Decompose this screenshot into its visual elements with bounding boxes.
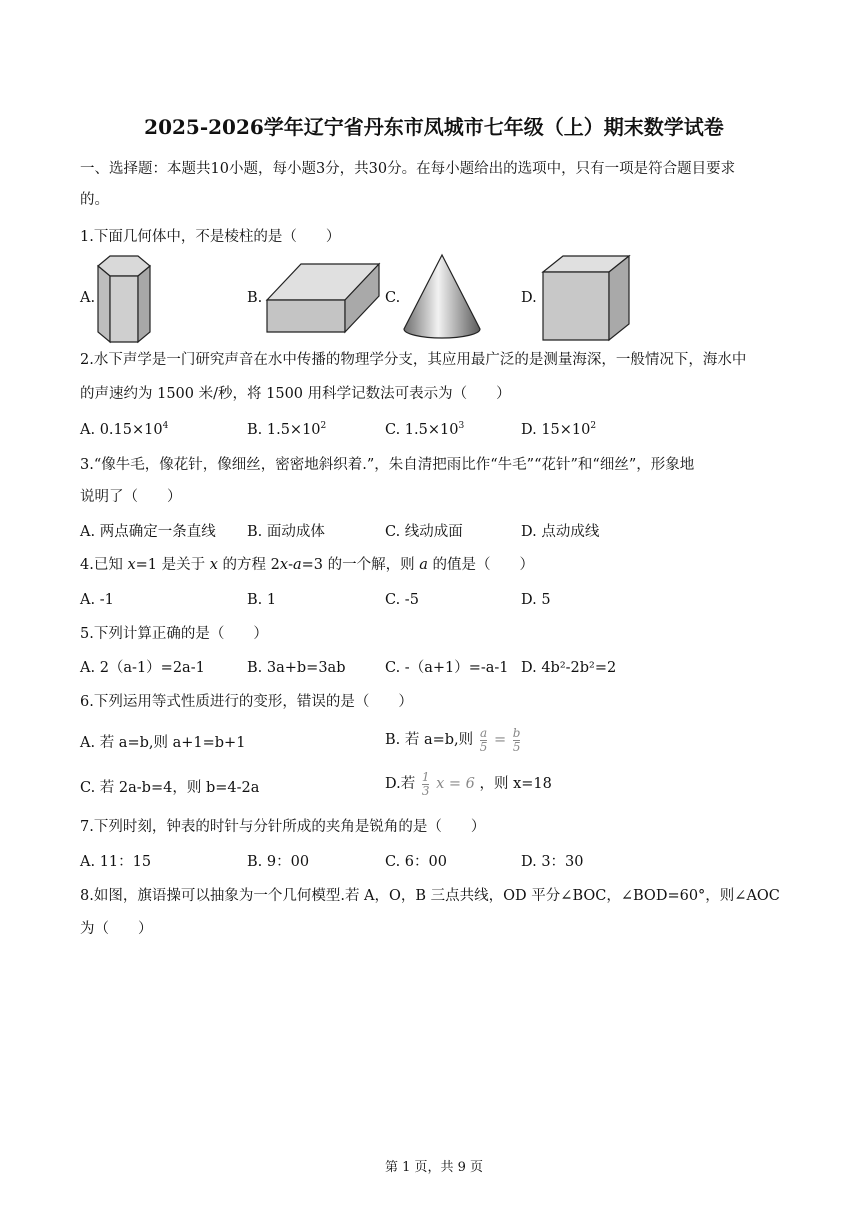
q2-option-b: B. $1.5\times 10^2$	[247, 421, 327, 438]
q1-option-d-label: D.	[521, 290, 537, 306]
q1-option-c-label: C.	[385, 290, 401, 306]
q3-option-b: B. 面动成体	[247, 524, 325, 540]
q2-option-d: D. $15\times 10^2$	[521, 421, 597, 438]
q7-option-a: A. 11：15	[80, 854, 152, 870]
q5-option-c: C. -（a+1）=-a-1	[385, 660, 509, 676]
page-title: 2025-2026学年辽宁省丹东市凤城市七年级（上）期末数学试卷	[144, 115, 724, 139]
question-5-stem: 5.下列计算正确的是（ ）	[80, 626, 268, 642]
question-2-line1: 2.水下声学是一门研究声音在水中传播的物理学分支，其应用最广泛的是测量海深，一般情况下，海水中	[80, 352, 747, 368]
q6-option-c: C. 若 2a-b=4，则 b=4-2a	[80, 780, 260, 796]
question-3-line1: 3.“像牛毛，像花针，像细丝，密密地斜织着.”，朱自清把雨比作“牛毛”“花针”和“细丝”，形象地	[80, 457, 695, 473]
q2-option-c: C. $1.5\times 10^3$	[385, 421, 465, 438]
q6-option-d: D.若 $\frac{1}{3}$ x = 6 ，则 x=18	[385, 770, 552, 798]
q5-option-a: A. 2（a-1）=2a-1	[80, 660, 205, 676]
q3-option-a: A. 两点确定一条直线	[80, 524, 216, 540]
question-4-stem: 4.已知 x=1 是关于 x 的方程 2x-a=3 的一个解，则 a 的值是（ ）	[80, 557, 534, 573]
question-1-stem: 1.下面几何体中，不是棱柱的是（ ）	[80, 229, 341, 245]
question-8-line2: 为（ ）	[80, 921, 153, 937]
q1-option-b-label: B.	[247, 290, 263, 306]
q1-option-a-label: A.	[80, 290, 96, 306]
q6-option-b: B. 若 a=b,则 $\frac{a}{5}$ = $\frac{b}{5}$	[385, 726, 521, 754]
q4-option-d: D. 5	[521, 592, 551, 608]
question-6-stem: 6.下列运用等式性质进行的变形，错误的是（ ）	[80, 694, 413, 710]
cube-figure	[541, 254, 631, 342]
fraction-b-over-5: $\frac{b}{5}$	[512, 726, 521, 754]
question-7-stem: 7.下列时刻，钟表的时针与分针所成的夹角是锐角的是（ ）	[80, 819, 486, 835]
q7-option-d: D. 3：30	[521, 854, 584, 870]
q5-option-b: B. 3a+b=3ab	[247, 660, 346, 676]
q3-option-d: D. 点动成线	[521, 524, 600, 540]
cone-figure	[400, 253, 484, 341]
q4-option-b: B. 1	[247, 592, 277, 608]
q4-option-a: A. -1	[80, 592, 114, 608]
question-2-line2: 的声速约为 1500 米/秒，将 1500 用科学记数法可表示为（ ）	[80, 386, 511, 402]
page-footer: 第 1 页，共 9 页	[384, 1160, 484, 1175]
question-8-line1: 8.如图，旗语操可以抽象为一个几何模型.若 A，O，B 三点共线，OD 平分∠BOC，∠BOD=60°，则∠AOC	[80, 888, 780, 904]
section-instructions-line2: 的。	[80, 192, 109, 208]
fraction-one-third: $\frac{1}{3}$	[421, 770, 430, 798]
hexagonal-prism-figure	[96, 254, 152, 344]
q6-option-a: A. 若 a=b,则 a+1=b+1	[80, 735, 246, 751]
question-3-line2: 说明了（ ）	[80, 489, 182, 505]
q4-option-c: C. -5	[385, 592, 419, 608]
q7-option-c: C. 6：00	[385, 854, 447, 870]
q7-option-b: B. 9：00	[247, 854, 310, 870]
q3-option-c: C. 线动成面	[385, 524, 463, 540]
fraction-a-over-5: $\frac{a}{5}$	[479, 726, 488, 754]
rectangular-prism-figure	[265, 262, 381, 334]
q5-option-d: D. 4b²-2b²=2	[521, 660, 617, 676]
section-instructions-line1: 一、选择题：本题共10小题，每小题3分，共30分。在每小题给出的选项中，只有一项是符合题目要求	[80, 161, 736, 177]
q2-option-a: A. $0.15\times 10^4$	[80, 421, 169, 438]
